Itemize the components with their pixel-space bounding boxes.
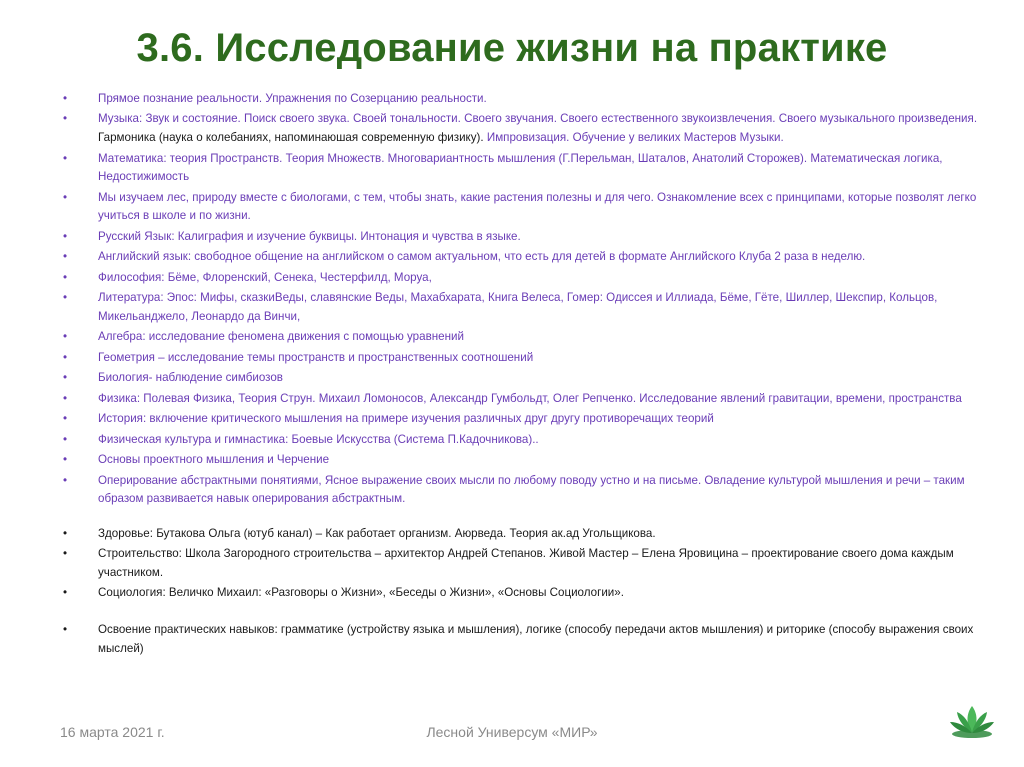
bullet: • — [62, 92, 68, 105]
bullet: • — [62, 391, 68, 405]
list-item: • Основы проектного мышления и Черчение — [60, 451, 995, 470]
list-item: • Физика: Полевая Физика, Теория Струн. Михаил Ломоносов, Александр Гумбольдт, Олег Репченко. Исследование явлений гравитации, времени, пространства — [60, 390, 995, 409]
bullet: • — [62, 473, 68, 487]
list-item: • Геометрия – исследование темы пространств и пространственных соотношений — [60, 349, 995, 368]
list-item: • Литература: Эпос: Мифы, сказкиВеды, славянские Веды, Махабхарата, Книга Велеса, Гомер: Одиссея и Иллиада, Бёме, Гёте, Шиллер, Шекспир, Кольцов, Микельанджело, Леонардо да Винчи, — [60, 289, 995, 326]
bullet: • — [62, 586, 68, 600]
bullet: • — [62, 453, 68, 467]
list-item: • Здоровье: Бутакова Ольга (ютуб канал) – Как работает организм. Аюрведа. Теория ак.ад Угольщикова. — [60, 525, 995, 544]
list-item: • Алгебра: исследование феномена движения с помощью уравнений — [60, 328, 995, 347]
bullet: • — [62, 112, 68, 126]
bullet: • — [62, 371, 68, 385]
list-item: • Строительство: Школа Загородного строительства – архитектор Андрей Степанов. Живой Мастер – Елена Яровицина – проектирование своего дома каждым участником. — [60, 545, 995, 582]
bullet: • — [62, 330, 68, 344]
bullet: • — [62, 526, 68, 540]
bullet: • — [62, 151, 68, 165]
list-item: • История: включение критического мышления на примере изучения различных друг другу противоречащих теорий — [60, 410, 995, 429]
list-item: • Математика: теория Пространств. Теория Множеств. Многовариантность мышления (Г.Перельман, Шаталов, Анатолий Сторожев). Математическая логика, Недостижимость — [60, 150, 995, 187]
slide-title: 3.6. Исследование жизни на практике — [136, 26, 888, 70]
list-item: • Музыка: Звук и состояние. Поиск своего звука. Своей тональности. Своего звучания. Своего естественного звукоизвлечения. Своего музыкального произведения. Гармоника (наука о колебаниях, напоминаюшая современную физику). Импровизация. Обучение у великих Мастеров Музыки. — [60, 110, 995, 147]
list-item: • Философия: Бёме, Флоренский, Сенека, Честерфилд, Моруа, — [60, 269, 995, 288]
bullet: • — [62, 270, 68, 284]
bullet: • — [62, 412, 68, 426]
list-item: • Освоение практических навыков: грамматике (устройству языка и мышления), логике (способу передачи актов мышления) и риторике (способу выражения своих мыслей) — [60, 621, 995, 658]
bullet: • — [62, 432, 68, 446]
list-item: • Русский Язык: Калиграфия и изучение буквицы. Интонация и чувства в языке. — [60, 228, 995, 247]
footer-organization: Лесной Универсум «МИР» — [426, 724, 598, 740]
bullet: • — [62, 250, 68, 264]
list-item: • Оперирование абстрактными понятиями, Ясное выражение своих мысли по любому поводу устно и на письме. Овладение культурой мышления и речи – таким образом развивается навык оперирования абстрактным. — [60, 472, 995, 509]
footer-date: 16 марта 2021 г. — [60, 724, 165, 740]
bullet: • — [62, 291, 68, 305]
bullet: • — [62, 547, 68, 561]
list-item: • Социология: Величко Михаил: «Разговоры о Жизни», «Беседы о Жизни», «Основы Социологии». — [60, 584, 995, 603]
bullet: • — [62, 229, 68, 243]
bullet: • — [62, 622, 68, 636]
bullet: • — [62, 350, 68, 364]
list-item: • Мы изучаем лес, природу вместе с биологами, с тем, чтобы знать, какие растения полезны и для чего. Ознакомление всех с принципами, которые позволят легко учиться в школе и по жизни. — [60, 189, 995, 226]
list-item: • Прямое познание реальности. Упражнения по Созерцанию реальности. — [60, 90, 995, 109]
topic-list — [60, 90, 995, 660]
list-item: • Биология- наблюдение симбиозов — [60, 369, 995, 388]
bullet: • — [62, 190, 68, 204]
list-item: • Физическая культура и гимнастика: Боевые Искусства (Система П.Кадочникова).. — [60, 431, 995, 450]
list-item: • Английский язык: свободное общение на английском о самом актуальном, что есть для детей в формате Английского Клуба 2 раза в неделю. — [60, 248, 995, 267]
lotus-logo-icon — [946, 700, 998, 742]
